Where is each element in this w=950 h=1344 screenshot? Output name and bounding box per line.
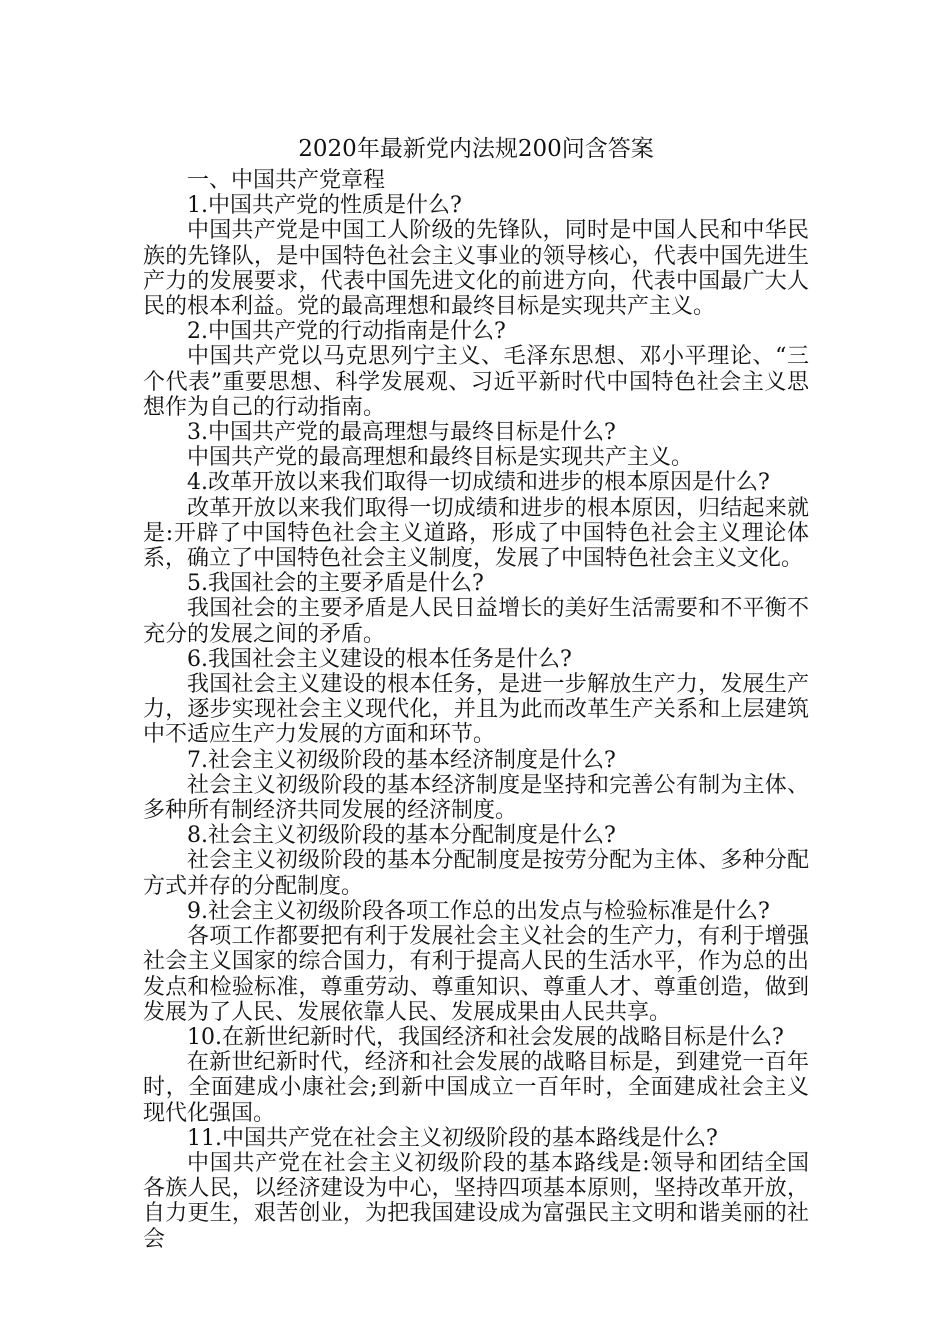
answer: 在新世纪新时代，经济和社会发展的战略目标是，到建党一百年时，全面建成小康社会;到新中国成立一百年时，全面建成社会主义现代化强国。 — [143, 1050, 809, 1126]
question: 10.在新世纪新时代，我国经济和社会发展的战略目标是什么? — [187, 1024, 784, 1050]
qa-item-9 — [143, 899, 809, 1025]
qa-item-11 — [143, 1126, 809, 1252]
question: 8.社会主义初级阶段的基本分配制度是什么? — [187, 823, 616, 849]
answer: 改革开放以来我们取得一切成绩和进步的根本原因，归结起来就是:开辟了中国特色社会主义道路，形成了中国特色社会主义理论体系，确立了中国特色社会主义制度，发展了中国特色社会主义文化。 — [143, 495, 809, 572]
answer: 我国社会的主要矛盾是人民日益增长的美好生活需要和不平衡不充分的发展之间的矛盾。 — [143, 596, 809, 647]
answer: 中国共产党的最高理想和最终目标是实现共产主义。 — [187, 445, 694, 471]
qa-item-2 — [143, 319, 809, 420]
qa-item-1 — [143, 193, 809, 319]
question: 4.改革开放以来我们取得一切成绩和进步的根本原因是什么? — [187, 470, 770, 496]
question: 5.我国社会的主要矛盾是什么? — [187, 571, 484, 597]
question: 2.中国共产党的行动指南是什么? — [187, 319, 506, 345]
section-heading: 一、中国共产党章程 — [187, 168, 386, 193]
qa-item-5 — [143, 571, 809, 647]
qa-item-8 — [143, 823, 809, 899]
document-body — [143, 134, 809, 1252]
qa-item-4 — [143, 470, 809, 571]
answer: 中国共产党是中国工人阶级的先锋队，同时是中国人民和中华民族的先锋队，是中国特色社会主义事业的领导核心，代表中国先进生产力的发展要求，代表中国先进文化的前进方向，代表中国最广大人民的根本利益。党的最高理想和最终目标是实现共产主义。 — [143, 218, 809, 320]
question: 1.中国共产党的性质是什么? — [187, 193, 462, 219]
answer: 社会主义初级阶段的基本分配制度是按劳分配为主体、多种分配方式并存的分配制度。 — [143, 848, 809, 899]
answer: 社会主义初级阶段的基本经济制度是坚持和完善公有制为主体、多种所有制经济共同发展的经济制度。 — [143, 772, 809, 824]
qa-item-10 — [143, 1025, 809, 1126]
answer: 中国共产党在社会主义初级阶段的基本路线是:领导和团结全国各族人民，以经济建设为中心，坚持四项基本原则，坚持改革开放，自力更生，艰苦创业，为把我国建设成为富强民主文明和谐美丽的社会 — [143, 1150, 809, 1252]
question: 9.社会主义初级阶段各项工作总的出发点与检验标准是什么? — [187, 898, 770, 924]
document-title: 2020年最新党内法规200问含答案 — [298, 136, 654, 162]
answer: 中国共产党以马克思列宁主义、毛泽东思想、邓小平理论、“三个代表”重要思想、科学发展观、习近平新时代中国特色社会主义思想作为自己的行动指南。 — [143, 344, 809, 420]
qa-item-7 — [143, 748, 809, 824]
question: 3.中国共产党的最高理想与最终目标是什么? — [187, 420, 616, 446]
qa-item-3 — [143, 420, 809, 470]
question: 11.中国共产党在社会主义初级阶段的基本路线是什么? — [187, 1125, 718, 1151]
answer: 各项工作都要把有利于发展社会主义社会的生产力，有利于增强社会主义国家的综合国力，有利于提高人民的生活水平，作为总的出发点和检验标准，尊重劳动、尊重知识、尊重人才、尊重创造，做到发展为了人民、发展依靠人民、发展成果由人民共享。 — [143, 924, 809, 1025]
question: 6.我国社会主义建设的根本任务是什么? — [187, 646, 572, 672]
question: 7.社会主义初级阶段的基本经济制度是什么? — [187, 747, 616, 773]
qa-item-6 — [143, 647, 809, 748]
answer: 我国社会主义建设的根本任务，是进一步解放生产力，发展生产力，逐步实现社会主义现代化，并且为此而改革生产关系和上层建筑中不适应生产力发展的方面和环节。 — [143, 672, 809, 748]
